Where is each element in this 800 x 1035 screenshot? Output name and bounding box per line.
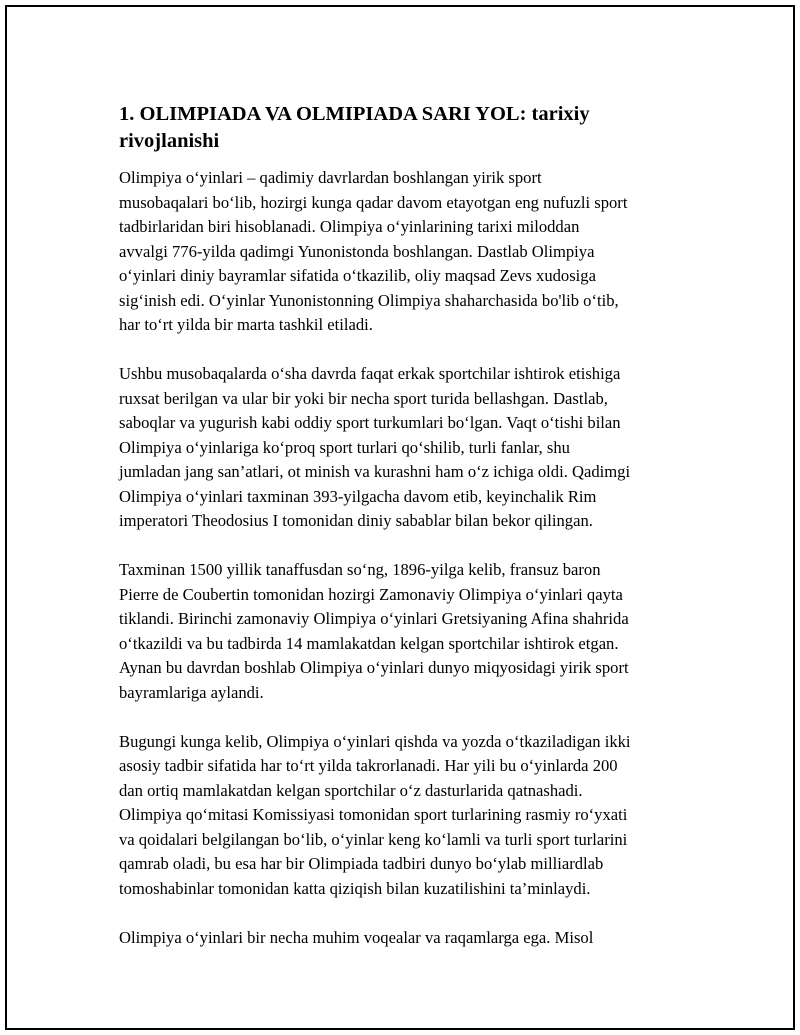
- text-line: tiklandi. Birinchi zamonaviy Olimpiya o‘yinlari Gretsiyaning Afina shahrida: [119, 609, 629, 628]
- section-heading: [119, 101, 699, 155]
- paragraph-5: [119, 926, 699, 951]
- text-line: o‘tkazildi va bu tadbirda 14 mamlakatdan kelgan sportchilar ishtirok etgan.: [119, 633, 619, 653]
- heading-line: rivojlanishi: [119, 130, 220, 152]
- text-line: Olimpiya o‘yinlariga ko‘proq sport turlari qo‘shilib, turli fanlar, shu: [119, 437, 570, 457]
- text-line: sig‘inish edi. O‘yinlar Yunonistonning Olimpiya shaharchasida bo'lib o‘tib,: [119, 290, 619, 310]
- text-line: Ushbu musobaqalarda o‘sha davrda faqat erkak sportchilar ishtirok etishiga: [119, 364, 621, 383]
- text-line: Olimpiya o‘yinlari bir necha muhim voqealar va raqamlarga ega. Misol: [119, 927, 594, 947]
- text-line: tadbirlaridan biri hisoblanadi. Olimpiya o‘yinlarining tarixi miloddan: [119, 217, 580, 236]
- text-line: qamrab oladi, bu esa har bir Olimpiada tadbiri dunyo bo‘ylab milliardlab: [119, 854, 604, 873]
- text-line: jumladan jang san’atlari, ot minish va kurashni ham o‘z ichiga oldi. Qadimgi: [119, 462, 631, 481]
- paragraph-3: [119, 558, 699, 705]
- paragraph-4: [119, 730, 699, 902]
- document-body: [119, 101, 699, 975]
- text-line: musobaqalari bo‘lib, hozirgi kunga qadar davom etayotgan eng nufuzli sport: [119, 192, 628, 212]
- text-line: va qoidalari belgilangan bo‘lib, o‘yinlar keng ko‘lamli va turli sport turlarini: [119, 829, 628, 849]
- heading-line: 1. OLIMPIADA VA OLMIPIADA SARI YOL: tarixiy: [119, 103, 590, 125]
- text-line: tomoshabinlar tomonidan katta qiziqish bilan kuzatilishini ta’minlaydi.: [119, 878, 591, 898]
- page-frame: [5, 5, 795, 1030]
- text-line: imperatori Theodosius I tomonidan diniy sabablar bilan bekor qilingan.: [119, 511, 593, 530]
- text-line: bayramlariga aylandi.: [119, 682, 264, 702]
- text-line: Taxminan 1500 yillik tanaffusdan so‘ng, 1896-yilga kelib, fransuz baron: [119, 560, 601, 579]
- text-line: Aynan bu davrdan boshlab Olimpiya o‘yinlari dunyo miqyosidagi yirik sport: [119, 658, 629, 677]
- paragraph-1: [119, 166, 699, 338]
- text-line: saboqlar va yugurish kabi oddiy sport turkumlari bo‘lgan. Vaqt o‘tishi bilan: [119, 413, 621, 432]
- text-line: avvalgi 776-yilda qadimgi Yunonistonda boshlangan. Dastlab Olimpiya: [119, 241, 595, 261]
- paragraph-2: [119, 362, 699, 534]
- text-line: Olimpiya o‘yinlari taxminan 393-yilgacha davom etib, keyinchalik Rim: [119, 486, 597, 506]
- text-line: dan ortiq mamlakatdan kelgan sportchilar o‘z dasturlarida qatnashadi.: [119, 780, 583, 800]
- text-line: ruxsat berilgan va ular bir yoki bir necha sport turida bellashgan. Dastlab,: [119, 388, 608, 408]
- text-line: Pierre de Coubertin tomonidan hozirgi Zamonaviy Olimpiya o‘yinlari qayta: [119, 584, 623, 604]
- text-line: Olimpiya qo‘mitasi Komissiyasi tomonidan sport turlarining rasmiy ro‘yxati: [119, 805, 628, 824]
- text-line: asosiy tadbir sifatida har to‘rt yilda takrorlanadi. Har yili bu o‘yinlarda 200: [119, 756, 618, 775]
- text-line: Olimpiya o‘yinlari – qadimiy davrlardan boshlangan yirik sport: [119, 168, 542, 187]
- text-line: o‘yinlari diniy bayramlar sifatida o‘tkazilib, oliy maqsad Zevs xudosiga: [119, 266, 596, 285]
- text-line: Bugungi kunga kelib, Olimpiya o‘yinlari qishda va yozda o‘tkaziladigan ikki: [119, 731, 631, 751]
- text-line: har to‘rt yilda bir marta tashkil etiladi.: [119, 315, 373, 334]
